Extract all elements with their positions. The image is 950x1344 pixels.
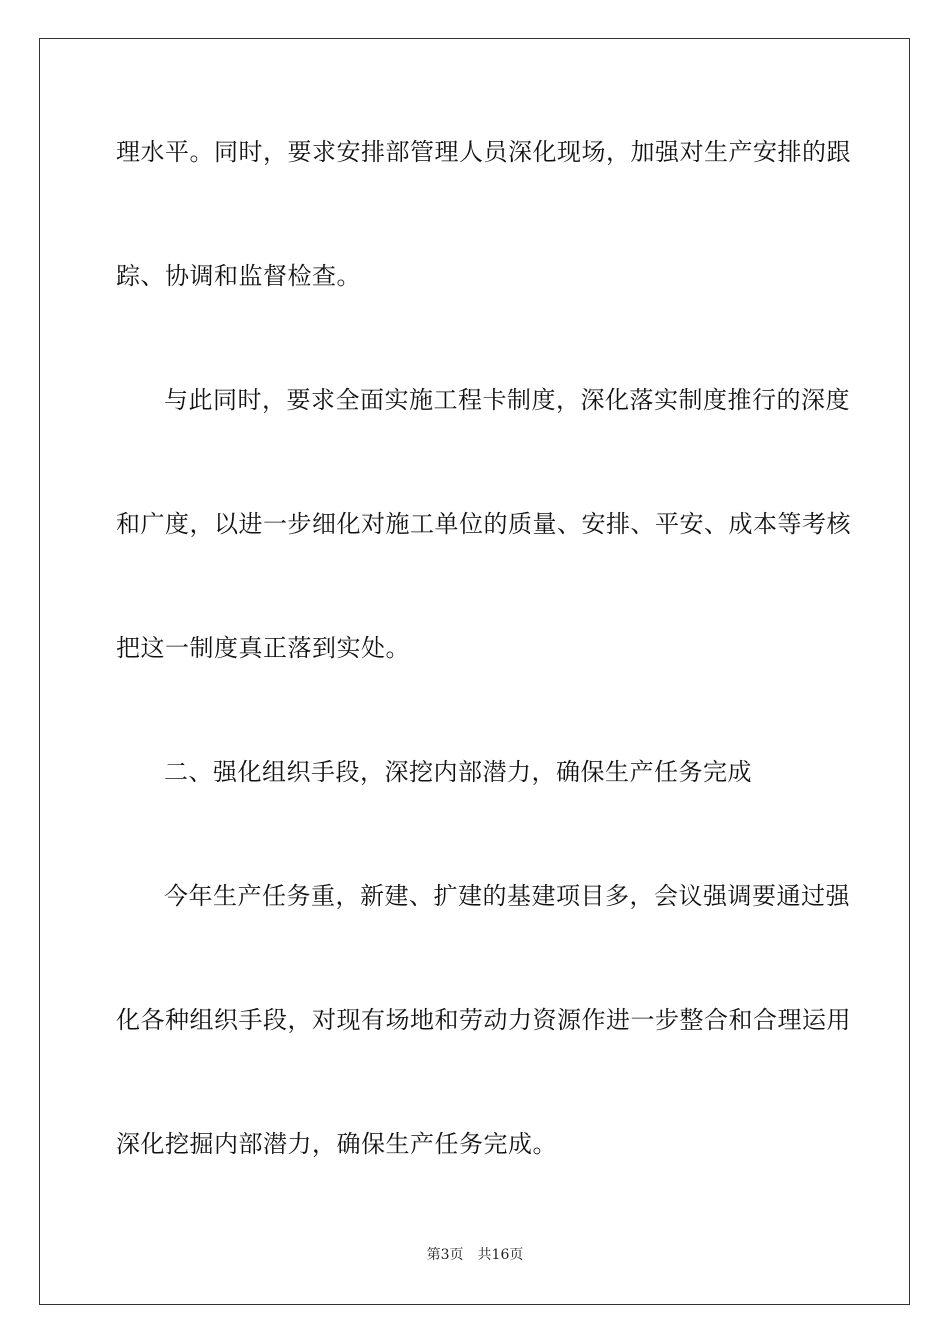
page-number-total: 共16页 <box>477 1247 524 1263</box>
body-text-line: 把这一制度真正落到实处。 <box>116 634 410 662</box>
page-footer <box>0 1246 950 1264</box>
body-text-line: 今年生产任务重，新建、扩建的基建项目多，会议强调要通过强 <box>164 882 850 910</box>
body-text-line: 和广度，以进一步细化对施工单位的质量、安排、平安、成本等考核 <box>116 510 851 538</box>
body-text-line: 与此同时，要求全面实施工程卡制度，深化落实制度推行的深度 <box>164 386 850 414</box>
page-border <box>39 38 910 1305</box>
body-text-line: 化各种组织手段，对现有场地和劳动力资源作进一步整合和合理运用 <box>116 1006 851 1034</box>
body-text-line: 踪、协调和监督检查。 <box>116 262 361 290</box>
section-heading: 二、强化组织手段，深挖内部潜力，确保生产任务完成 <box>164 758 752 786</box>
page-number-current: 第3页 <box>426 1247 464 1263</box>
body-text-line: 理水平。同时，要求安排部管理人员深化现场，加强对生产安排的跟 <box>116 138 851 166</box>
body-text-line: 深化挖掘内部潜力，确保生产任务完成。 <box>116 1130 557 1158</box>
